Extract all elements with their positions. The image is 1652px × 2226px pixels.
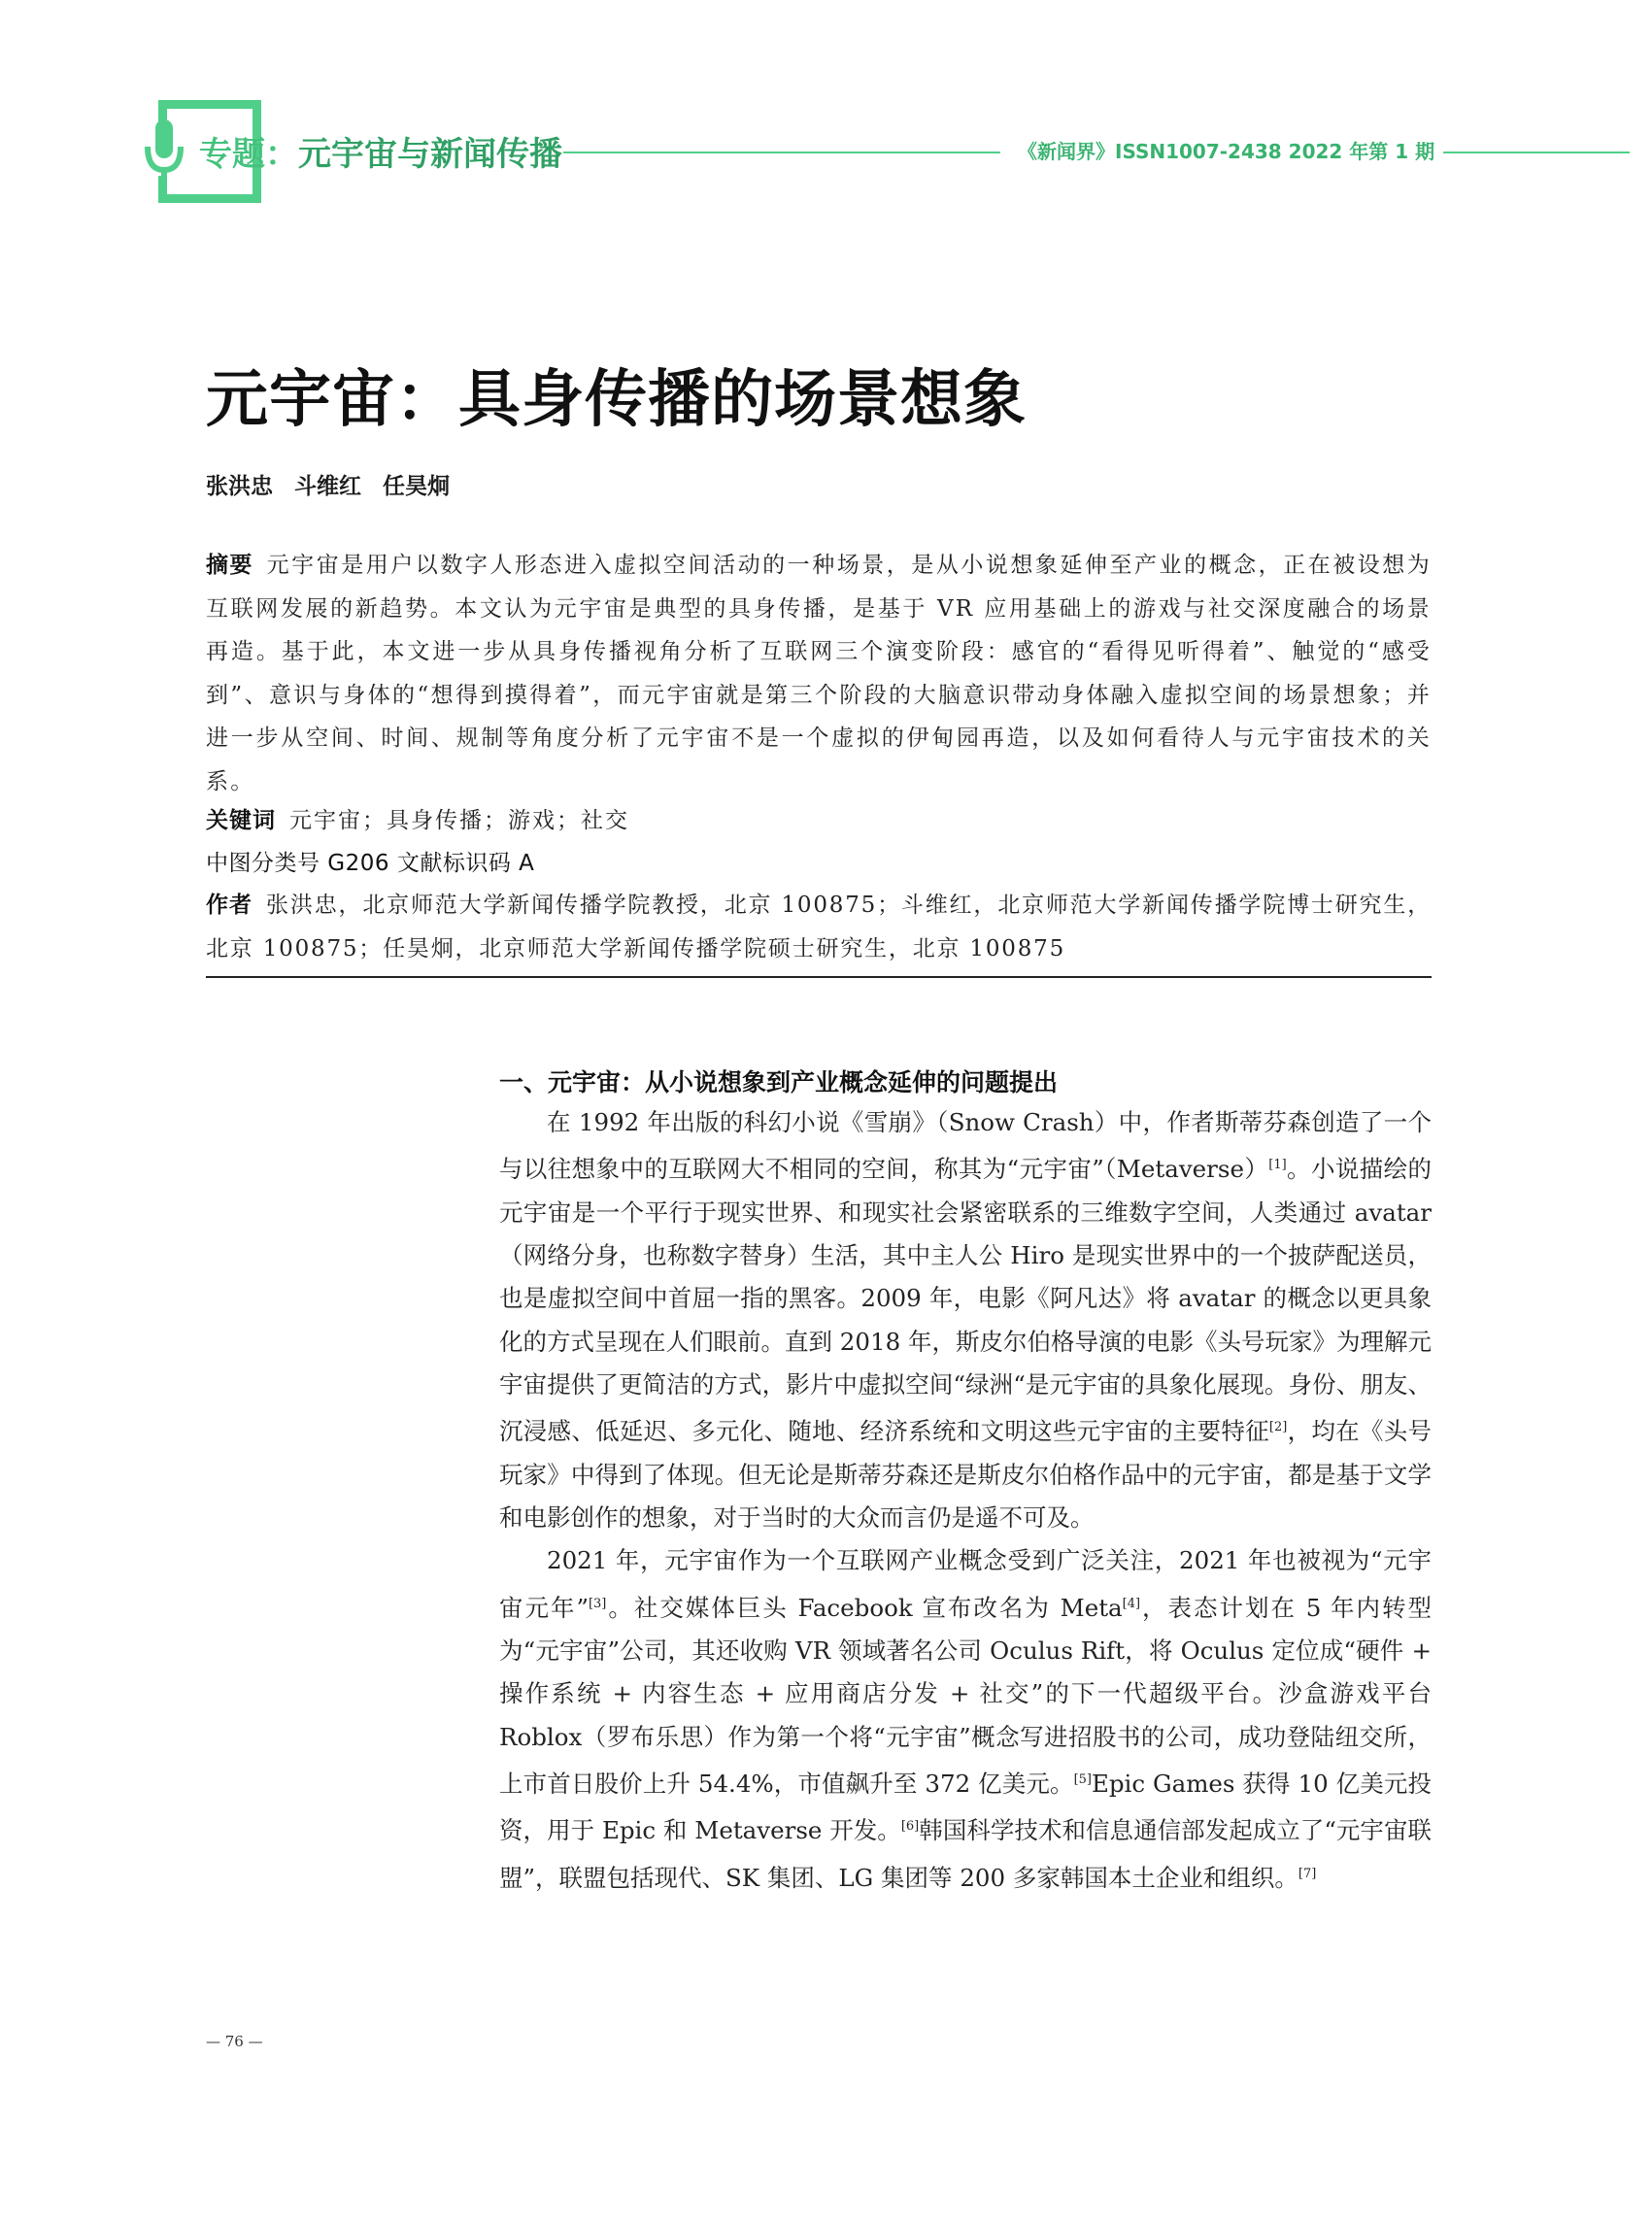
abstract (206, 544, 1432, 803)
article-title: 元宇宙：具身传播的场景想象 (206, 363, 1027, 436)
abstract-divider (206, 976, 1432, 978)
abstract-text: 元宇宙是用户以数字人形态进入虚拟空间活动的一种场景，是从小说想象延伸至产业的概念，正在被设想为互联网发展的新趋势。本文认为元宇宙是典型的具身传播，是基于 VR 应用基础上的游戏与社交深度融合的场景再造。基于此，本文进一步从具身传播视角分析了互联网三个演变阶段：感官的“看得见听得着”、触觉的“感受到”、意识与身体的“想得到摸得着”，而元宇宙就是第三个阶段的大脑意识带动身体融入虚拟空间的场景想象；并进一步从空间、时间、规制等角度分析了元宇宙不是一个虚拟的伊甸园再造，以及如何看待人与元宇宙技术的关系。 (206, 553, 1433, 794)
body-paragraph (499, 1101, 1432, 1539)
journal-meta: 《新闻界》ISSN1007-2438 2022 年第 1 期 (1018, 140, 1435, 163)
citation-marker: [5] (1073, 1771, 1092, 1787)
paragraph-text: 在 1992 年出版的科幻小说《雪崩》（Snow Crash）中，作者斯蒂芬森创造了一个与以往想象中的互联网大不相同的空间，称其为“元宇宙”（Metaverse） (499, 1108, 1432, 1184)
author-info (206, 884, 1432, 971)
paragraph-text: 。社交媒体巨头 Facebook 宣布改名为 Meta (606, 1593, 1123, 1622)
header-rule-right (1443, 152, 1630, 153)
body-paragraph (499, 1539, 1432, 1900)
author-names: 张洪忠 斗维红 任昊炯 (206, 474, 451, 499)
classification-line: 中图分类号 G206 文献标识码 A (206, 851, 535, 876)
citation-marker: [7] (1298, 1866, 1317, 1881)
page-number: — 76 — (206, 2033, 263, 2050)
column-topic: 元宇宙与新闻传播 (298, 135, 562, 174)
paragraph-text: 。小说描绘的元宇宙是一个平行于现实世界、和现实社会紧密联系的三维数字空间，人类通过 avatar（网络分身，也称数字替身）生活，其中主人公 Hiro 是现实世界中的一个披萨配送员，也是虚拟空间中首屈一指的黑客。2009 年，电影《阿凡达》将 avatar 的概念以更具象化的方式呈现在人们眼前。直到 2018 年，斯皮尔伯格导演的电影《头号玩家》为理解元宇宙提供了更简洁的方式，影片中虚拟空间“绿洲“是元宇宙的具象化展现。身份、朋友、沉浸感、低延迟、多元化、随地、经济系统和文明这些元宇宙的主要特征 (499, 1155, 1433, 1446)
paragraph-text: 韩国科学技术和信息通信部发起成立了“元宇宙联盟”，联盟包括现代、SK 集团、LG 集团等 200 多家韩国本土企业和组织。 (499, 1816, 1432, 1892)
column-label: 专题： (199, 135, 298, 174)
citation-marker: [6] (900, 1819, 920, 1835)
paragraph-text: 2021 年，元宇宙作为一个互联网产业概念受到广泛关注，2021 年也被视为“元宇宙元年” (499, 1546, 1432, 1622)
keywords-text: 元宇宙；具身传播；游戏；社交 (289, 808, 629, 833)
author-info-label: 作者 (206, 893, 253, 918)
citation-marker: [4] (1122, 1596, 1141, 1611)
section-heading: 一、元宇宙：从小说想象到产业概念延伸的问题提出 (499, 1068, 1059, 1096)
author-info-text: 张洪忠，北京师范大学新闻传播学院教授，北京 100875；斗维红，北京师范大学新闻传播学院博士研究生，北京 100875；任昊炯，北京师范大学新闻传播学院硕士研究生，北京 100875 (206, 893, 1432, 961)
header-rule-left (563, 152, 1000, 153)
paragraph-text: Epic Games 获得 10 亿美元投资，用于 Epic 和 Metaverse 开发。 (499, 1770, 1432, 1845)
citation-marker: [3] (588, 1596, 607, 1611)
keywords-line (206, 802, 1432, 834)
keywords-label: 关键词 (206, 808, 276, 833)
column-title (199, 127, 562, 175)
citation-marker: [1] (1268, 1158, 1287, 1173)
section-body (499, 1101, 1432, 1900)
paragraph-text: ，表态计划在 5 年内转型为“元宇宙”公司，其还收购 VR 领域著名公司 Oculus Rift，将 Oculus 定位成“硬件 + 操作系统 + 内容生态 + 应用商店分发 + 社交”的下一代超级平台。沙盒游戏平台 Roblox（罗布乐思）作为第一个将“元宇宙”概念写进招股书的公司，成功登陆纽交所，上市首日股价上升 54.4%，市值飙升至 372 亿美元。 (499, 1593, 1432, 1799)
citation-marker: [2] (1268, 1420, 1288, 1435)
abstract-label: 摘要 (206, 553, 253, 578)
paragraph-text: ，均在《头号玩家》中得到了体现。但无论是斯蒂芬森还是斯皮尔伯格作品中的元宇宙，都是基于文学和电影创作的想象，对于当时的大众而言仍是遥不可及。 (499, 1417, 1432, 1532)
microphone-icon (143, 118, 185, 187)
